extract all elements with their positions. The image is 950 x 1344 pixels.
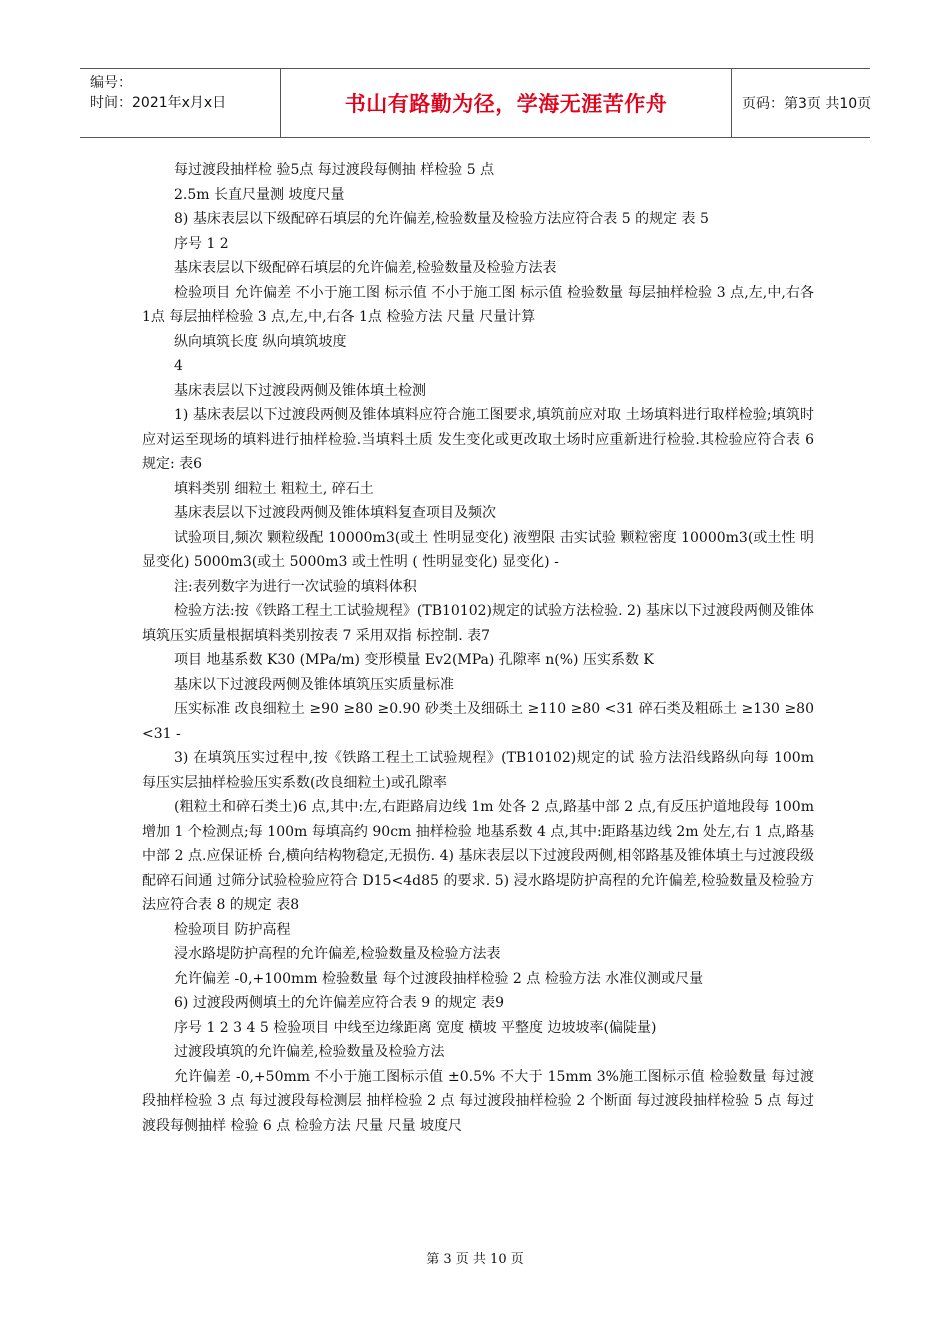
paragraph: 4 [174, 358, 183, 374]
paragraph: 项目 地基系数 K30 (MPa/m) 变形模量 Ev2(MPa) 孔隙率 n(%) 压实系数 K [174, 652, 654, 668]
paragraph: 填料类别 细粒土 粗粒土, 碎石土 [174, 480, 374, 497]
paragraph: 试验项目,频次 颗粒级配 10000m3(或土 性明显变化) 液塑限 击实试验 颗粒密度 10000m3(或土性 明显变化) 5000m3(或土 5000m3 或土性明 ( 性明显变化) 显变化) - [142, 529, 814, 570]
paragraph: 序号 1 2 [174, 235, 229, 252]
paragraph: 基床以下过渡段两侧及锥体填筑压实质量标准 [174, 676, 454, 693]
paragraph: 压实标准 改良细粒土 ≥90 ≥80 ≥0.90 砂类土及细砾土 ≥110 ≥80 <31 碎石类及粗砾土 ≥130 ≥80 <31 - [142, 701, 814, 742]
paragraph: 纵向填筑长度 纵向填筑坡度 [174, 333, 347, 350]
header-page-number: 页码：第3页 共10页 [742, 96, 872, 112]
paragraph: 3) 在填筑压实过程中,按《铁路工程土工试验规程》(TB10102)规定的试 验方法沿线路纵向每 100m 每压实层抽样检验压实系数(改良细粒土)或孔隙率 [142, 750, 814, 791]
paragraph: 检验项目 允许偏差 不小于施工图 标示值 不小于施工图 标示值 检验数量 每层抽样检验 3 点,左,中,右各 1点 每层抽样检验 3 点,左,中,右各 1点 检验方法 尺量 尺量计算 [142, 284, 814, 325]
paragraph: 6) 过渡段两侧填土的允许偏差应符合表 9 的规定 表9 [174, 995, 504, 1011]
paragraph: 检验方法:按《铁路工程土工试验规程》(TB10102)规定的试验方法检验. 2) 基床以下过渡段两侧及锥体填筑压实质量根据填料类别按表 7 采用双指 标控制. 表7 [142, 603, 814, 644]
paragraph: 允许偏差 -0,+100mm 检验数量 每个过渡段抽样检验 2 点 检验方法 水准仪测或尺量 [174, 970, 704, 987]
paragraph: 基床表层以下过渡段两侧及锥体填土检测 [174, 382, 426, 399]
paragraph: 过渡段填筑的允许偏差,检验数量及检验方法 [174, 1044, 445, 1060]
header-meta [90, 73, 280, 113]
paragraph: (粗粒土和碎石类土)6 点,其中:左,右距路肩边线 1m 处各 2 点,路基中部 2 点,有反压护道地段每 100m 增加 1 个检测点;每 100m 每填高约 90cm 抽样检验 地基系数 4 点,其中:距路基边线 2m 处左,右 1 点,路基中部 2 点.应保证桥 台,横向结构物稳定,无损伤. 4) 基床表层以下过渡段两侧,相邻路基及锥体填土与过渡段级配碎石间通 过筛分试验检验应符合 D15<4d85 的要求. 5) 浸水路堤防护高程的允许偏差,检验数量及检验方法应符合表 8 的规定 表8 [142, 799, 814, 913]
paragraph: 基床表层以下过渡段两侧及锥体填料复查项目及频次 [174, 505, 496, 521]
paragraph: 浸水路堤防护高程的允许偏差,检验数量及检验方法表 [174, 946, 501, 962]
page-footer: 第 3 页 共 10 页 [426, 1252, 524, 1267]
paragraph: 基床表层以下级配碎石填层的允许偏差,检验数量及检验方法表 [174, 260, 557, 276]
paragraph: 检验项目 防护高程 [174, 921, 291, 938]
document-body [142, 158, 814, 1138]
paragraph: 注:表列数字为进行一次试验的填料体积 [174, 578, 417, 595]
paragraph: 1) 基床表层以下过渡段两侧及锥体填料应符合施工图要求,填筑前应对取 土场填料进行取样检验;填筑时应对运至现场的填料进行抽样检验.当填料土质 发生变化或更改取土场时应重新进行检验.其检验应符合表 6 规定: 表6 [142, 407, 814, 472]
paragraph: 2.5m 长直尺量测 坡度尺量 [174, 186, 345, 203]
paragraph: 序号 1 2 3 4 5 检验项目 中线至边缘距离 宽度 横坡 平整度 边坡坡率(偏陡量) [174, 1019, 657, 1036]
paragraph: 允许偏差 -0,+50mm 不小于施工图标示值 ±0.5% 不大于 15mm 3%施工图标示值 检验数量 每过渡段抽样检验 3 点 每过渡段每检测层 抽样检验 2 点 每过渡段抽样检验 2 个断面 每过渡段抽样检验 5 点 每过渡段每侧抽样 检验 6 点 检验方法 尺量 尺量 坡度尺 [142, 1068, 814, 1134]
header-number: 编号： [90, 75, 132, 91]
paragraph: 8) 基床表层以下级配碎石填层的允许偏差,检验数量及检验方法应符合表 5 的规定 表 5 [174, 211, 709, 227]
paragraph: 每过渡段抽样检 验5点 每过渡段每侧抽 样检验 5 点 [174, 162, 495, 178]
header-motto: 书山有路勤为径，学海无涯苦作舟 [280, 69, 732, 137]
page-header [80, 68, 870, 138]
header-date: 时间：2021年x月x日 [90, 95, 227, 111]
